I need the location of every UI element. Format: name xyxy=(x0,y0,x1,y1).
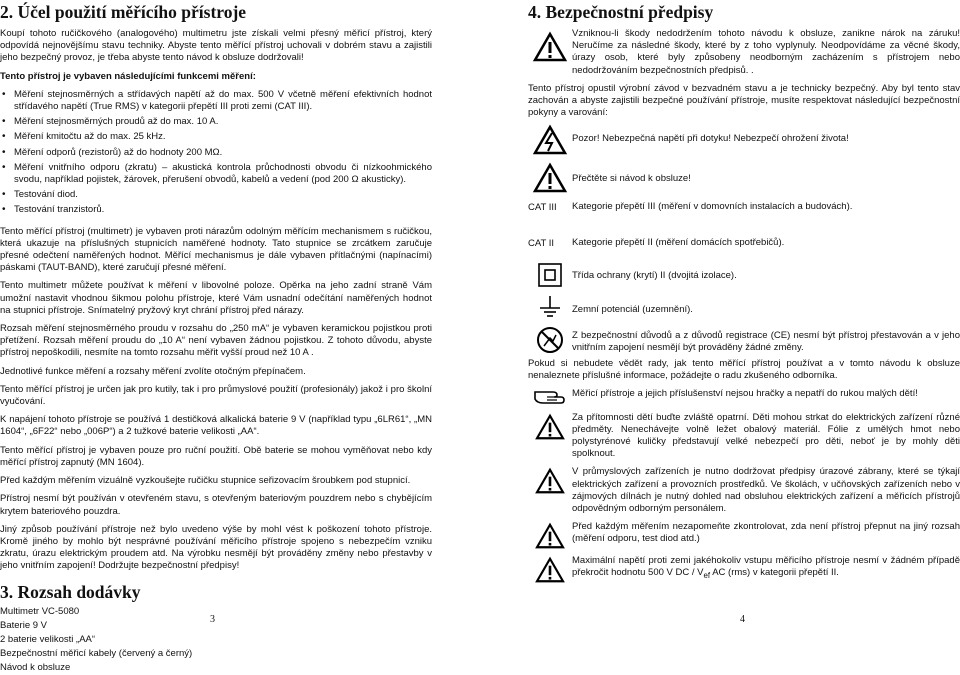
warning-text: Vzniknou-li škody nedodržením tohoto návodu k obsluze, zanikne nárok na záruku! Neručíme za následné škody, které by z toho vyplynuly. Neodpovídáme za věcné škody, úrazy osob, které byly způsobeny neodborným zacházením s přístrojem nebo nedodržováním bezpečnostních předpisů. . xyxy=(572,28,960,76)
section-3-title: 3. Rozsah dodávky xyxy=(0,581,141,602)
scope-item: 2 baterie velikosti „AA“ xyxy=(0,633,96,645)
paragraph: Jednotlivé funkce měření a rozsahy měření zvolíte otočným přepínačem. xyxy=(0,365,306,377)
warning-text: Za přítomnosti dětí buďte zvláště opatrní. Děti mohou strkat do elektrických zařízení různé předměty. Nenechávejte volně ležet obalový materiál. Fólie z umělých hmot nebo polystyrénové kuličky představují velké nebezpečí pro děti, neboť je by mohly děti spolknout. xyxy=(572,411,960,460)
exclamation-warning-icon xyxy=(535,414,565,440)
warning-box xyxy=(528,28,960,77)
function-item: • Testování tranzistorů. xyxy=(0,204,432,216)
symbol-text: Třída ochrany (krytí) II (dvojitá izolace). xyxy=(572,269,737,281)
ground-icon xyxy=(537,294,563,320)
section-4-title: 4. Bezpečnostní předpisy xyxy=(528,2,714,22)
symbol-row xyxy=(528,125,960,155)
hand-pointing-icon xyxy=(533,386,567,406)
warning-text: Před každým měřením nezapomeňte zkontrolovat, zda není přístroj přepnut na jiný rozsah (měření odporu, test diod atd.) xyxy=(572,521,960,545)
warning-row xyxy=(528,555,960,583)
cat-label: CAT III xyxy=(528,202,557,214)
paragraph: Tento měřící přístroj je vybaven pouze pro ruční použití. Obě baterie se mohou vyměňovat nebo kdy měřící přístroj zapnutý (MN 1604). xyxy=(0,444,432,468)
paragraph: Rozsah měření stejnosměrného proudu v rozsahu do „250 mA“ je vybaven keramickou pojistkou proti přetížení. Rozsah měření proudu do „10 A“ není vybaven žádnou pojistkou. Z tohoto důvodu, abyste přístroj nepoškodili, nesmíte na tomto rozsahu měřit vyšší proud než 10 A . xyxy=(0,323,432,359)
warning-row xyxy=(528,466,960,515)
paragraph: Jiný způsob používání přístroje než bylo uvedeno výše by mohl vést k poškození tohoto přístroje. Kromě jiného by mohlo být nesprávné používání měřicího přístroje spojeno s nebezpečím vzniku zkratu, úrazu elektrickým proudem atd. Na výrobku nesmějí být prováděny změny nebo přestavby v jeho vnitřním zapojení! Dodržujte bezpečnostní předpisy! xyxy=(0,523,432,572)
symbol-row xyxy=(528,262,960,288)
function-item: • Měření kmitočtu až do max. 25 kHz. xyxy=(0,131,432,143)
symbol-text: Kategorie přepětí II (měření domácích spotřebičů). xyxy=(572,236,785,248)
max-voltage-tail: AC (rms) v kategorii přepětí II. xyxy=(710,567,839,579)
double-insulation-icon xyxy=(537,262,563,288)
max-voltage-text: Maximální napětí proti zemi jakéhokoliv vstupu měřicího přístroje nesmí v žádném případě překročit hodnotu 500 V DC / V xyxy=(572,555,960,579)
scope-item: Multimetr VC-5080 xyxy=(0,605,80,617)
symbol-text: Kategorie přepětí III (měření v domovních instalacích a budovách). xyxy=(572,201,853,213)
warning-text: V průmyslových zařízeních je nutno dodržovat předpisy úrazové zábrany, které se týkají elektrických zařízení a provozních prostředků. Ve školách, v učňovských zařízeních nebo v zájmových dílnách je nutný dohled nad obsluhou elektrických zařízení a měřicích přístrojů odpovědným odborným personálem. xyxy=(572,466,960,515)
function-item: • Měření vnitřního odporu (zkratu) – akustická kontrola průchodnosti obvodu či nízkoohmického svodu, například pojistek, žárovek, přerušení obvodů, kabelů a vedení (pod 200 Ω akusticky). xyxy=(0,162,432,186)
exclamation-warning-icon xyxy=(535,523,565,549)
function-item: • Testování diod. xyxy=(0,189,432,201)
exclamation-warning-icon xyxy=(533,32,567,62)
functions-list xyxy=(0,89,432,217)
paragraph: Tento měřící přístroj je určen jak pro kutily, tak i pro průmyslové použití (profesionály) jakož i pro školní vyučování. xyxy=(0,383,432,408)
effective-subscript: ef xyxy=(703,571,711,581)
function-item: • Měření odporů (rezistorů) až do hodnoty 200 MΩ. xyxy=(0,147,432,159)
unclear-paragraph: Pokud si nebudete vědět rady, jak tento měřící přístroj používat a v tomto návodu k obsluze nenaleznete příslušné informace, požádejte o radu zkušeného odborníka. xyxy=(528,358,960,382)
function-item: • Měření stejnosměrných proudů až do max. 10 A. xyxy=(0,116,432,128)
intro-paragraph: Koupí tohoto ručičkového (analogového) multimetru jste získali velmi přesný měřicí přístroj, který odpovídá nejnovějšímu stavu techniky. Abyste tento měřící přístroj uchovali v dobrém stavu a zajistili jeho bezpečný provoz, je třeba abyste tento návod k obsluze dodržovali! xyxy=(0,28,432,64)
symbol-row xyxy=(528,163,960,193)
scope-item: Baterie 9 V xyxy=(0,619,47,631)
page-number: 4 xyxy=(740,614,745,625)
paragraph: Tento multimetr můžete používat k měření v libovolné poloze. Opěrka na jeho zadní straně Vám umožní nastavit vhodnou šikmou polohu přístroje, které Vám usnadní odečítání naměřených hodnot na stupnici přístroje. Snímatelný pryžový kryt chrání přístroj před nárazy. xyxy=(0,280,432,316)
page-number: 3 xyxy=(210,614,215,625)
factory-paragraph: Tento přístroj opustil výrobní závod v bezvadném stavu a je technicky bezpečný. Aby byl tento stav zachován a abyste zajistili bezpečné používání přístroje, musíte respektovat následující bezpečnostní pokyny a varování: xyxy=(528,82,960,119)
warning-row xyxy=(528,521,960,549)
symbol-row xyxy=(528,237,960,250)
symbol-row xyxy=(528,201,960,214)
warning-text xyxy=(572,555,960,582)
exclamation-warning-icon xyxy=(533,163,567,193)
exclamation-warning-icon xyxy=(535,468,565,494)
exclamation-warning-icon xyxy=(535,557,565,583)
symbol-row xyxy=(528,326,960,354)
left-page xyxy=(0,0,432,673)
scope-item: Návod k obsluze xyxy=(0,661,71,673)
section-2-title: 2. Účel použití měřícího přístroje xyxy=(0,2,247,22)
paragraph: Přístroj nesmí být používán v otevřeném stavu, s otevřeným bateriovým pouzdrem nebo s chybějícím krytem bateriového pouzdra. xyxy=(0,493,432,517)
hand-row xyxy=(528,386,960,406)
scope-item: Bezpečnostní měřicí kabely (červený a černý) xyxy=(0,647,193,659)
no-modification-icon xyxy=(536,326,564,354)
high-voltage-warning-icon xyxy=(533,125,567,155)
right-page xyxy=(528,0,960,629)
symbol-text: Pozor! Nebezpečná napětí při dotyku! Nebezpečí ohrožení života! xyxy=(572,133,849,145)
paragraph: K napájení tohoto přístroje se používá 1 destičková alkalická baterie 9 V (například typu „6LR61“, „MN 1604“, „6F22“ nebo „006P“) a 2 tužkové baterie velikosti „AA“. xyxy=(0,414,432,438)
warning-row xyxy=(528,412,960,461)
paragraph: Před každým měřením vizuálně vyzkoušejte ručičku stupnice seřizovacím šroubkem pod stupnicí. xyxy=(0,475,411,487)
symbol-text: Přečtěte si návod k obsluze! xyxy=(572,173,691,185)
symbol-row xyxy=(528,294,960,320)
symbol-text: Z bezpečnostní důvodů a z důvodů registrace (CE) nesmí být přístroj přestavován a v jeho vnitřním zapojení nesmějí být prováděny žádné změny. xyxy=(572,329,960,354)
hand-text: Měřicí přístroje a jejich příslušenství nejsou hračky a nepatří do rukou malých dětí! xyxy=(572,387,918,399)
symbol-text: Zemní potenciál (uzemnění). xyxy=(572,303,693,315)
paragraph: Tento měřící přístroj (multimetr) je vybaven proti nárazům odolným měřícím mechanismem s ručičkou, která ukazuje na příslušných stupnicích naměřené hodnoty. Tato stupnice se zrcátkem zaručuje přesné odečtení naměřených hodnot. Měřící mechanismus je dále vybaven přítlačnými (napínacími) páskami (TAUT-BAND), které zaručují přesné měření. xyxy=(0,225,432,274)
function-item: • Měření stejnosměrných a střídavých napětí až do max. 500 V včetně měření efektivních hodnot střídavého napětí (True RMS) v kategorii přepětí III proti zemi (CAT III). xyxy=(0,89,432,113)
cat-label: CAT II xyxy=(528,237,555,249)
functions-title: Tento přístroj je vybaven následujícími funkcemi měření: xyxy=(0,70,256,82)
